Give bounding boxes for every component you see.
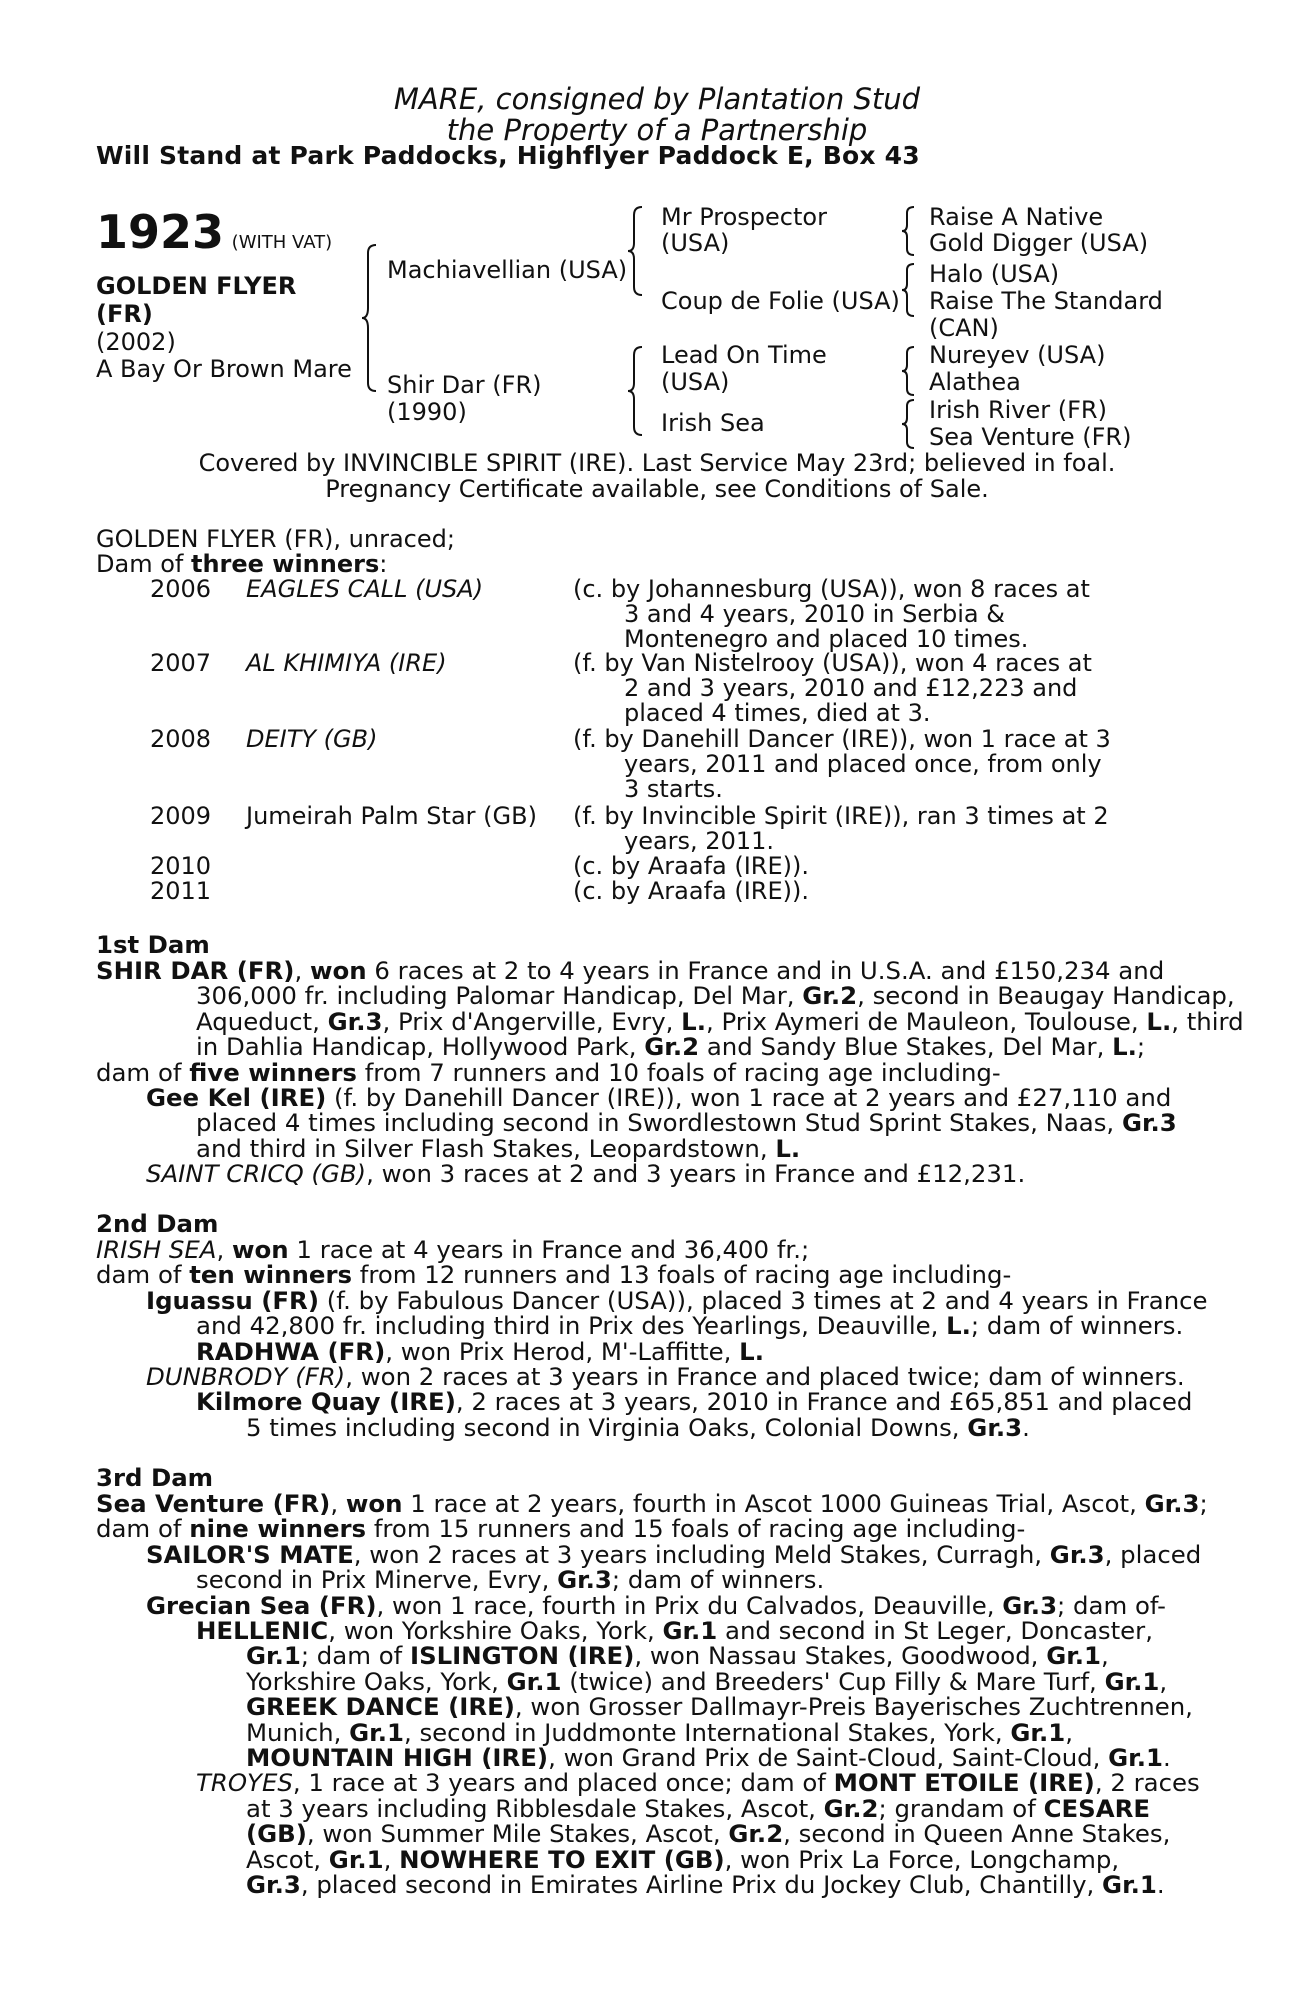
produce-note: years, 2011 and placed once, from only [624,750,1102,778]
bold-text: Gr.3 [557,1565,612,1594]
lot-number-block [96,205,333,259]
winners-count: three winners [190,550,380,578]
section-line [96,958,1164,983]
bold-text: Gr.2 [644,1032,700,1061]
bold-text: Gr.2 [823,1794,879,1823]
produce-note: placed 4 times, died at 3. [624,699,931,727]
bold-text: NOWHERE TO EXIT (GB) [399,1845,725,1874]
pedigree-sdd-country: (CAN) [929,314,999,342]
produce-name: AL KHIMIYA (IRE) [246,649,447,677]
bold-text: (GB) [246,1819,307,1848]
text: . [1162,1743,1171,1772]
pedigree-sd: Coup de Folie (USA) [661,287,900,315]
produce-name: Jumeirah Palm Star (GB) [246,802,537,830]
produce-name: EAGLES CALL (USA) [246,575,484,603]
text: , 1 race at 3 years and placed once; dam of [292,1768,834,1797]
bold-text: five winners [189,1058,357,1087]
text: 6 races at 2 to 4 years in France and in U.S.A. and £150,234 and [366,956,1165,985]
pedigree-sire: Machiavellian (USA) [387,256,628,284]
bold-text: L. [739,1337,764,1366]
italic-text: IRISH SEA [96,1235,217,1264]
text: and Sandy Blue Stakes, Del Mar, [699,1032,1113,1061]
text: , second in Beaugay Handicap, [857,981,1235,1010]
section-line [146,1593,1166,1618]
section-line [246,1415,1030,1440]
text: 5 times including second in Virginia Oaks, Colonial Downs, [246,1413,968,1442]
bold-text: L. [775,1134,801,1163]
bold-text: L. [946,1311,971,1340]
pedigree-ssd: Gold Digger (USA) [929,229,1149,257]
lot-number: 1923 [96,205,225,259]
section-line [146,1161,1025,1186]
text: ; dam of- [1057,1591,1166,1620]
text: from 12 runners and 13 foals of racing age including- [352,1260,1012,1289]
bold-text: SAILOR'S MATE [146,1540,354,1569]
covering-line: Covered by INVINCIBLE SPIRIT (IRE). Last Service May 23rd; believed in foal. [198,449,1116,477]
produce-note: (c. by Johannesburg (USA)), won 8 races at [573,575,1090,603]
text: Ascot, [246,1845,329,1874]
pedigree-ss-country: (USA) [661,229,730,257]
produce-note: (f. by Invincible Spirit (IRE)), ran 3 times at 2 [573,802,1109,830]
text: (twice) and Breeders' Cup Filly & Mare Turf, [561,1667,1105,1696]
text: , won Nassau Stakes, Goodwood, [634,1641,1047,1670]
text: , [216,1235,233,1264]
text: , placed second in Emirates Airline Prix du Jockey Club, Chantilly, [300,1870,1103,1899]
section-line [196,1339,764,1364]
text: , [1101,1641,1109,1670]
text: , won 2 races at 3 years in France and placed twice; dam of winners. [345,1362,1185,1391]
produce-year: 2006 [150,575,212,603]
section-line [196,1009,1244,1034]
bold-text: MOUNTAIN HIGH (IRE) [246,1743,549,1772]
text: , Prix Aymeri de Mauleon, Toulouse, [705,1007,1147,1036]
bold-text: Gr.2 [802,981,858,1010]
pedigree-dss: Nureyev (USA) [929,341,1106,369]
text: , won Grand Prix de Saint-Cloud, Saint-Cloud, [548,1743,1109,1772]
section-line [196,1770,1200,1795]
bold-text: ISLINGTON (IRE) [410,1641,635,1670]
text: , won Prix La Force, Longchamp, [724,1845,1120,1874]
section-line [96,1262,1011,1287]
stabling-line: Will Stand at Park Paddocks, Highflyer Paddock E, Box 43 [96,141,920,170]
pedigree-brace-ss [900,205,918,257]
text: , placed [1104,1540,1202,1569]
bold-text: Gr.1 [1046,1641,1102,1670]
produce-note: (c. by Araafa (IRE)). [573,877,810,905]
text: ; [1136,1032,1146,1061]
text: , [1065,1718,1073,1747]
produce-note: (c. by Araafa (IRE)). [573,852,810,880]
text: , second in Queen Anne Stakes, [783,1819,1171,1848]
text: dam of [96,1058,190,1087]
bold-text: Gr.2 [728,1819,784,1848]
pedigree-dsd: Alathea [929,368,1021,396]
section-line [146,1364,1185,1389]
bold-text: Kilmore Quay (IRE) [196,1387,456,1416]
bold-text: Iguassu (FR) [146,1286,319,1315]
pedigree-ss: Mr Prospector [661,203,827,231]
section-line [96,1237,809,1262]
property-line: the Property of a Partnership [446,113,868,147]
bold-text: Gr.3 [1002,1591,1058,1620]
text: 306,000 fr. including Palomar Handicap, Del Mar, [196,981,803,1010]
produce-year: 2011 [150,877,212,905]
winners-suffix: : [379,550,388,578]
bold-text: Gee Kel (IRE) [146,1083,327,1112]
produce-note: 2 and 3 years, 2010 and £12,223 and [624,674,1078,702]
bold-text: Gr.1 [1102,1870,1157,1899]
pedigree-sss: Raise A Native [929,203,1104,231]
produce-note: (f. by Danehill Dancer (IRE)), won 1 race at 3 [573,725,1111,753]
text: , [330,1489,346,1518]
section-heading: 3rd Dam [96,1463,214,1492]
pedigree-ds-country: (USA) [661,368,730,396]
bold-text: Gr.1 [1108,1743,1163,1772]
text: at 3 years including Ribblesdale Stakes, Ascot, [246,1794,824,1823]
text: . [1156,1870,1165,1899]
text: Munich, [246,1718,350,1747]
produce-note: (f. by Van Nistelrooy (USA)), won 4 races at [573,649,1092,677]
text: Yorkshire Oaks, York, [246,1667,507,1696]
section-line [146,1288,1208,1313]
text: , won Yorkshire Oaks, York, [328,1616,663,1645]
bold-text: CESARE [1043,1794,1151,1823]
produce-year: 2008 [150,725,212,753]
vat-note: (WITH VAT) [231,232,333,253]
text: , Prix d'Angerville, Evry, [382,1007,682,1036]
pedigree-brace-sd [900,262,918,318]
horse-name: GOLDEN FLYER [96,272,297,300]
winners-prefix: Dam of [96,550,191,578]
section-line [146,1085,1171,1110]
text: ; [1199,1489,1208,1518]
text: ; dam of winners. [611,1565,825,1594]
pedigree-brace-main [360,243,380,393]
intro-line: GOLDEN FLYER (FR), unraced; [96,525,455,553]
text: 1 race at 4 years in France and 36,400 fr.; [288,1235,810,1264]
pedigree-dam-year: (1990) [387,398,467,426]
bold-text: Gr.1 [328,1845,384,1874]
pedigree-dd: Irish Sea [661,409,765,437]
text: , 2 races at 3 years, 2010 in France and £65,851 and placed [455,1387,1193,1416]
bold-text: nine winners [189,1514,367,1543]
bold-text: won [309,956,367,985]
text: from 15 runners and 15 foals of racing age including- [366,1514,1026,1543]
bold-text: Gr.3 [327,1007,383,1036]
section-line [246,1847,1119,1872]
horse-suffix: (FR) [96,300,153,328]
consignor-line: MARE, consigned by Plantation Stud [393,82,921,116]
text: second in Prix Minerve, Evry, [196,1565,558,1594]
pedigree-brace-ds [900,345,918,397]
text: , third [1171,1007,1244,1036]
bold-text: Gr.3 [1049,1540,1105,1569]
text: , second in Juddmonte International Stakes, York, [403,1718,1011,1747]
pedigree-brace-sire [626,205,646,297]
text: dam of [96,1514,190,1543]
italic-text: TROYES [196,1768,293,1797]
section-line [96,1060,1001,1085]
section-line [246,1821,1170,1846]
produce-note: Montenegro and placed 10 times. [624,625,1029,653]
section-line [246,1643,1109,1668]
text: ; dam of winners. [970,1311,1184,1340]
text: from 7 runners and 10 foals of racing age including- [356,1058,1001,1087]
text: and 42,800 fr. including third in Prix des Yearlings, Deauville, [196,1311,947,1340]
text: , won 2 races at 3 years including Meld Stakes, Curragh, [353,1540,1050,1569]
text: dam of [96,1260,190,1289]
bold-text: Gr.1 [1104,1667,1160,1696]
section-line [196,1034,1145,1059]
section-line [246,1694,1193,1719]
bold-text: Gr.1 [662,1616,718,1645]
section-line [196,1136,800,1161]
bold-text: ten winners [189,1260,352,1289]
text: , 2 races [1094,1768,1200,1797]
produce-note: 3 starts. [624,775,723,803]
bold-text: L. [1112,1032,1137,1061]
bold-text: Gr.3 [967,1413,1023,1442]
pedigree-ds: Lead On Time [661,341,827,369]
text: , [294,956,310,985]
text: , won Summer Mile Stakes, Ascot, [306,1819,729,1848]
section-line [196,1110,1177,1135]
produce-year: 2009 [150,802,212,830]
section-line [196,1389,1192,1414]
text: Aqueduct, [196,1007,328,1036]
text: . [1022,1413,1030,1442]
pedigree-sdd: Raise The Standard [929,287,1163,315]
bold-text: Gr.1 [349,1718,404,1747]
bold-text: HELLENIC [196,1616,329,1645]
section-line [196,1313,1183,1338]
produce-name: DEITY (GB) [246,725,378,753]
bold-text: Sea Venture (FR) [96,1489,331,1518]
pedigree-brace-dd [900,398,918,450]
produce-year: 2007 [150,649,212,677]
pedigree-sds: Halo (USA) [929,260,1060,288]
pedigree-dam: Shir Dar (FR) [387,371,542,399]
text: and second in St Leger, Doncaster, [717,1616,1153,1645]
text: , won 3 races at 2 and 3 years in France and £12,231. [366,1159,1026,1188]
produce-year: 2010 [150,852,212,880]
section-line [196,1567,824,1592]
section-line [246,1796,1150,1821]
section-line [96,1491,1208,1516]
pedigree-brace-dam [626,345,646,437]
pregnancy-line: Pregnancy Certificate available, see Conditions of Sale. [325,475,989,503]
section-line [196,983,1235,1008]
text: ; dam of [300,1641,410,1670]
text: , [1159,1667,1168,1696]
pedigree-ddd: Sea Venture (FR) [929,423,1132,451]
bold-text: Gr.1 [506,1667,562,1696]
section-line [146,1542,1201,1567]
bold-text: Grecian Sea (FR) [146,1591,377,1620]
text: , won 1 race, fourth in Prix du Calvados, Deauville, [376,1591,1003,1620]
text: and third in Silver Flash Stakes, Leopardstown, [196,1134,776,1163]
bold-text: Gr.3 [246,1870,301,1899]
bold-text: MONT ETOILE (IRE) [833,1768,1095,1797]
text: placed 4 times including second in Swordlestown Stud Sprint Stakes, Naas, [196,1108,1122,1137]
pedigree-dds: Irish River (FR) [929,396,1107,424]
section-line [246,1745,1171,1770]
text: (f. by Danehill Dancer (IRE)), won 1 race at 2 years and £27,110 and [326,1083,1172,1112]
bold-text: Gr.3 [1121,1108,1177,1137]
italic-text: SAINT CRICQ (GB) [146,1159,367,1188]
bold-text: won [345,1489,403,1518]
produce-note: 3 and 4 years, 2010 in Serbia & [624,600,1005,628]
bold-text: L. [1146,1007,1172,1036]
text: ; grandam of [878,1794,1044,1823]
section-heading: 1st Dam [96,930,210,959]
text: 1 race at 2 years, fourth in Ascot 1000 Guineas Trial, Ascot, [402,1489,1145,1518]
bold-text: RADHWA (FR) [196,1337,386,1366]
horse-description: A Bay Or Brown Mare [96,355,352,383]
text: , won Prix Herod, M'-Laffitte, [385,1337,740,1366]
produce-note: years, 2011. [624,827,775,855]
bold-text: SHIR DAR (FR) [96,956,295,985]
bold-text: L. [681,1007,706,1036]
text: , [383,1845,400,1874]
text: (f. by Fabulous Dancer (USA)), placed 3 times at 2 and 4 years in France [319,1286,1208,1315]
bold-text: Gr.1 [1010,1718,1066,1747]
section-line [96,1516,1025,1541]
winners-line [96,551,387,577]
section-line [246,1720,1073,1745]
foaling-year: (2002) [96,328,176,356]
text: in Dahlia Handicap, Hollywood Park, [196,1032,645,1061]
text: , won Grosser Dallmayr-Preis Bayerisches Zuchtrennen, [514,1692,1193,1721]
section-line [196,1618,1153,1643]
bold-text: won [232,1235,289,1264]
section-heading: 2nd Dam [96,1209,219,1238]
section-line [246,1669,1167,1694]
section-line [246,1872,1165,1897]
bold-text: Gr.1 [246,1641,301,1670]
italic-text: DUNBRODY (FR) [146,1362,346,1391]
bold-text: GREEK DANCE (IRE) [246,1692,515,1721]
bold-text: Gr.3 [1144,1489,1200,1518]
